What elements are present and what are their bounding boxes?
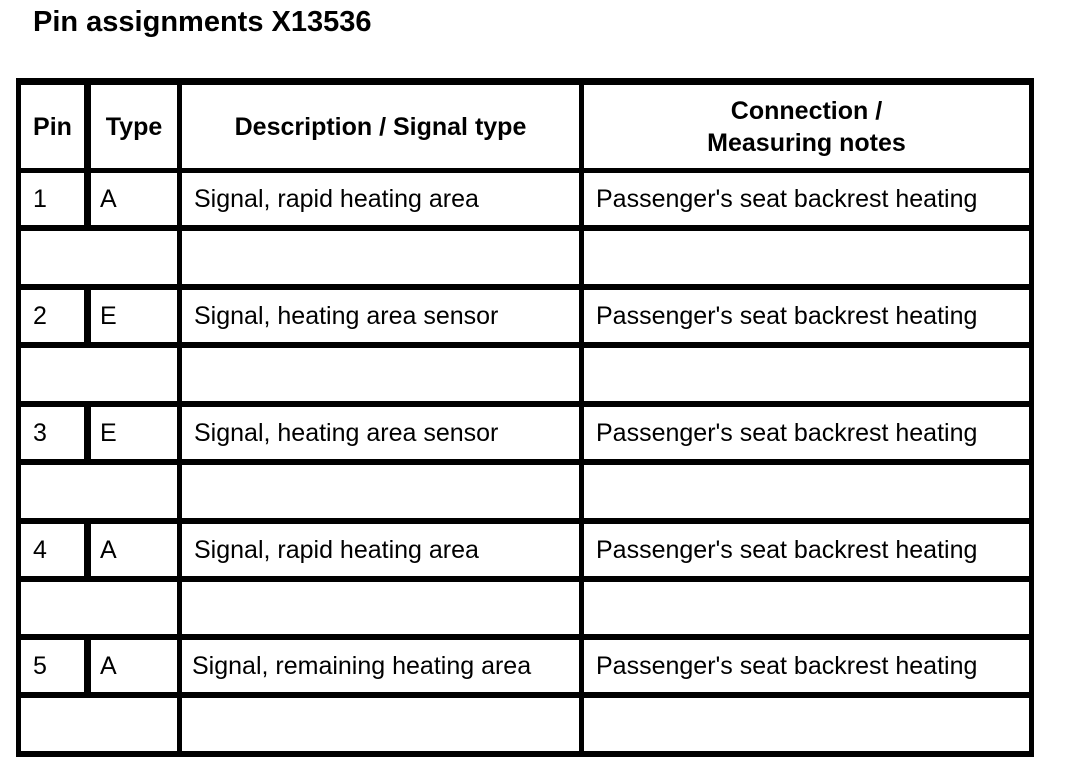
row-1-connection: Passenger's seat backrest heating — [584, 173, 1029, 225]
row-4-type: A — [91, 524, 177, 576]
row-2-type: E — [91, 290, 177, 342]
row-3-pin: 3 — [21, 407, 84, 459]
row-3-type: E — [91, 407, 177, 459]
row-4-connection: Passenger's seat backrest heating — [584, 524, 1029, 576]
row-4-description: Signal, rapid heating area — [182, 524, 579, 576]
row-3-spacer-description — [182, 465, 579, 518]
row-2-pin: 2 — [21, 290, 84, 342]
row-5-connection: Passenger's seat backrest heating — [584, 640, 1029, 692]
row-2-spacer-connection — [584, 348, 1029, 401]
row-2-description: Signal, heating area sensor — [182, 290, 579, 342]
header-description: Description / Signal type — [182, 85, 579, 168]
row-4-spacer-connection — [584, 582, 1029, 634]
row-1-description: Signal, rapid heating area — [182, 173, 579, 225]
row-2-connection: Passenger's seat backrest heating — [584, 290, 1029, 342]
row-1-pin: 1 — [21, 173, 84, 225]
row-1-spacer-pin-type — [21, 231, 177, 284]
row-5-spacer-pin-type — [21, 698, 177, 751]
row-1-type: A — [91, 173, 177, 225]
row-3-spacer-connection — [584, 465, 1029, 518]
row-5-pin: 5 — [21, 640, 84, 692]
row-5-spacer-connection — [584, 698, 1029, 751]
header-pin: Pin — [21, 85, 84, 168]
row-1-spacer-connection — [584, 231, 1029, 284]
row-5-type: A — [91, 640, 177, 692]
row-5-description: Signal, remaining heating area — [182, 640, 579, 692]
row-2-spacer-description — [182, 348, 579, 401]
row-5-spacer-description — [182, 698, 579, 751]
row-4-spacer-description — [182, 582, 579, 634]
row-4-pin: 4 — [21, 524, 84, 576]
row-3-description: Signal, heating area sensor — [182, 407, 579, 459]
pin-assignment-table — [16, 78, 1034, 757]
page-title: Pin assignments X13536 — [33, 6, 372, 38]
row-1-spacer-description — [182, 231, 579, 284]
row-3-connection: Passenger's seat backrest heating — [584, 407, 1029, 459]
header-connection — [584, 85, 1029, 168]
row-2-spacer-pin-type — [21, 348, 177, 401]
header-connection-line1: Connection / — [730, 96, 883, 125]
row-4-spacer-pin-type — [21, 582, 177, 634]
header-type: Type — [91, 85, 177, 168]
header-connection-line2: Measuring notes — [707, 128, 906, 157]
row-3-spacer-pin-type — [21, 465, 177, 518]
